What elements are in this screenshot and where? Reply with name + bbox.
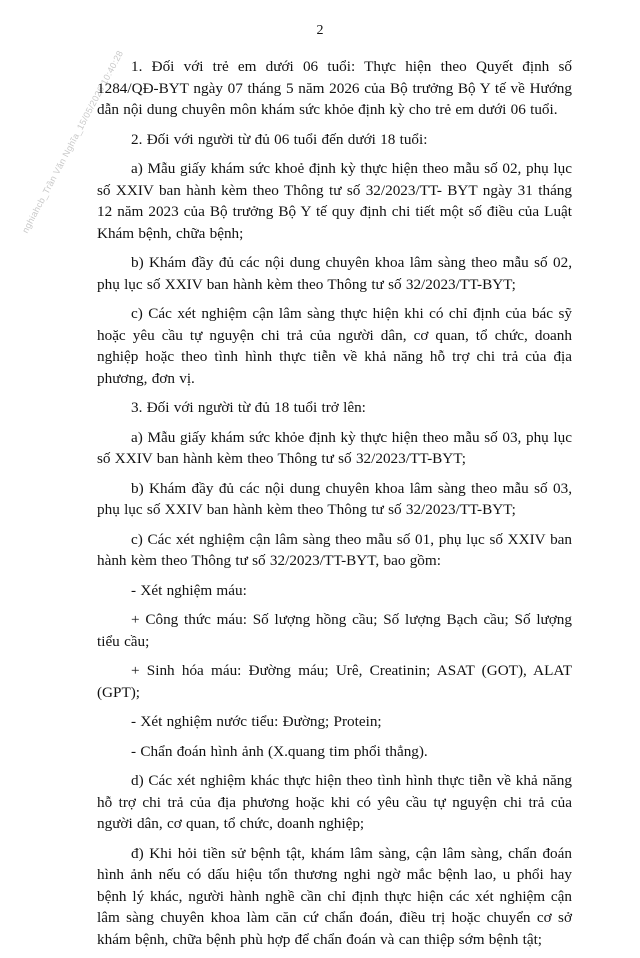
paragraph-3dd-referral: đ) Khi hỏi tiền sử bệnh tật, khám lâm sàng, cận lâm sàng, chẩn đoán hình ảnh nếu có dấu hiệu tổn thương nghi ngờ mắc bệnh lao, u phổi hay bệnh lý khác, người hành nghề cần chỉ định thực hiện các xét nghiệm cận lâm sàng chuyên khoa làm căn cứ chẩn đoán, điều trị hoặc chuyển cơ sở khám bệnh, chữa bệnh phù hợp để chẩn đoán và can thiệp sớm bệnh tật; [97, 844, 572, 948]
paragraph-2b-clinical-exam: b) Khám đầy đủ các nội dung chuyên khoa lâm sàng theo mẫu số 02, phụ lục số XXIV ban hành kèm theo Thông tư số 32/2023/TT-BYT; [97, 254, 572, 293]
list-item-blood-chemistry: + Sinh hóa máu: Đường máu; Urê, Creatinin; ASAT (GOT), ALAT (GPT); [97, 662, 572, 701]
list-item-imaging: - Chẩn đoán hình ảnh (X.quang tim phổi thẳng). [131, 742, 428, 760]
watermark: nghiahcb_Trần Văn Nghĩa_15/05/2026 10:40:28 [20, 48, 126, 235]
list-item-blood-count: + Công thức máu: Số lượng hồng cầu; Số lượng Bạch cầu; Số lượng tiểu cầu; [97, 611, 572, 650]
paragraph-1-children-under-6: 1. Đối với trẻ em dưới 06 tuổi: Thực hiện theo Quyết định số 1284/QĐ-BYT ngày 07 tháng 5 năm 2026 của Bộ trưởng Bộ Y tế về Hướng dẫn nội dung chuyên môn khám sức khỏe định kỳ cho trẻ em dưới 06 tuổi. [97, 58, 572, 118]
page-number: 2 [316, 23, 324, 38]
paragraph-3c-lab-tests: c) Các xét nghiệm cận lâm sàng theo mẫu số 01, phụ lục số XXIV ban hành kèm theo Thông tư số 32/2023/TT-BYT, bao gồm: [97, 530, 572, 569]
paragraph-3-heading-18-plus: 3. Đối với người từ đủ 18 tuổi trở lên: [131, 399, 366, 416]
document-body [97, 56, 572, 958]
paragraph-3b-clinical-exam: b) Khám đầy đủ các nội dung chuyên khoa lâm sàng theo mẫu số 03, phụ lục số XXIV ban hành kèm theo Thông tư số 32/2023/TT-BYT; [97, 479, 572, 518]
list-item-urine-test: - Xét nghiệm nước tiểu: Đường; Protein; [131, 713, 382, 730]
paragraph-2c-lab-tests: c) Các xét nghiệm cận lâm sàng thực hiện khi có chỉ định của bác sỹ hoặc yêu cầu tự nguyện chi trả của người dân, cơ quan, tổ chức, doanh nghiệp hoặc theo tình hình thực tiễn về khả năng hỗ trợ chi trả của địa phương, đơn vị. [97, 305, 572, 387]
paragraph-2-heading-6-to-18: 2. Đối với người từ đủ 06 tuổi đến dưới 18 tuổi: [131, 130, 428, 148]
list-item-blood-test: - Xét nghiệm máu: [131, 581, 247, 599]
paragraph-3d-other-tests: d) Các xét nghiệm khác thực hiện theo tình hình thực tiễn về khả năng hỗ trợ chi trả của địa phương hoặc khi có yêu cầu tự nguyện chi trả của người dân, cơ quan, tổ chức, doanh nghiệp; [97, 772, 572, 832]
paragraph-3a-health-form: a) Mẫu giấy khám sức khỏe định kỳ thực hiện theo mẫu số 03, phụ lục số XXIV ban hành kèm theo Thông tư số 32/2023/TT-BYT; [97, 428, 572, 467]
paragraph-2a-health-form: a) Mẫu giấy khám sức khoẻ định kỳ thực hiện theo mẫu số 02, phụ lục số XXIV ban hành kèm theo Thông tư số 32/2023/TT- BYT ngày 31 tháng 12 năm 2023 của Bộ trưởng Bộ Y tế quy định chi tiết một số điều của Luật Khám bệnh, chữa bệnh; [97, 160, 572, 242]
